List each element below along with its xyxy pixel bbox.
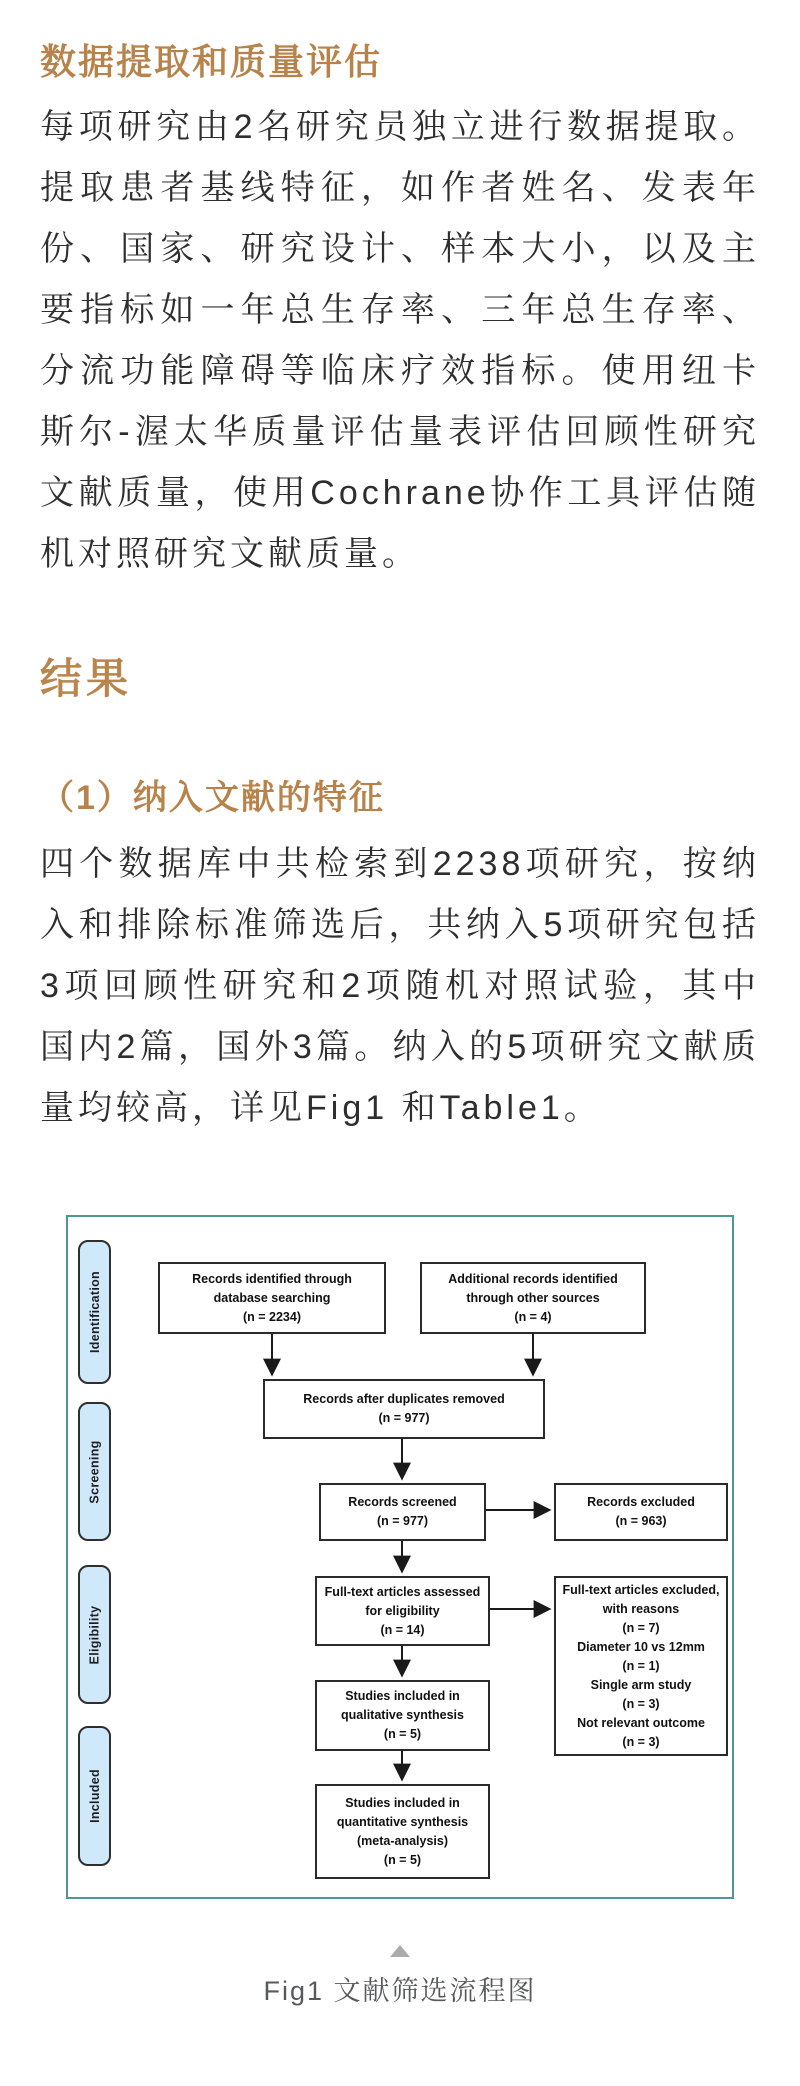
paragraph-results: 四个数据库中共检索到2238项研究，按纳入和排除标准筛选后，共纳入5项研究包括3项回顾性研究和2项随机对照试验，其中国内2篇，国外3篇。纳入的5项研究文献质量均较高，详见Fig1 和Table1。 <box>40 845 760 1127</box>
paragraph-methods: 每项研究由2名研究员独立进行数据提取。提取患者基线特征，如作者姓名、发表年份、国家、研究设计、样本大小，以及主要指标如一年总生存率、三年总生存率、分流功能障碍等临床疗效指标。使用纽卡斯尔-渥太华质量评估量表评估回顾性研究文献质量，使用Cochrane协作工具评估随机对照研究文献质量。 <box>40 108 760 573</box>
triangle-up-icon <box>390 1945 410 1957</box>
figure-caption: Fig1 文献筛选流程图 <box>263 1976 537 2006</box>
flow-box-fulltext-excluded: Full-text articles excluded, with reasons (n = 7) Diameter 10 vs 12mm (n = 1) Single arm study (n = 3) Not relevant outcome (n = 3) <box>554 1576 728 1756</box>
results-heading: 结果 <box>40 657 133 703</box>
article-page <box>0 42 800 2007</box>
flow-box-qualitative-synthesis: Studies included in qualitative synthesis (n = 5) <box>315 1680 490 1751</box>
prisma-figure <box>40 1215 760 2007</box>
prisma-frame <box>66 1215 734 1899</box>
flow-box-fulltext-assessed: Full-text articles assessed for eligibility (n = 14) <box>315 1576 490 1646</box>
flow-box-records-identified: Records identified through database searching (n = 2234) <box>158 1262 386 1334</box>
stage-label-identification: Identification <box>78 1240 111 1384</box>
stage-label-included: Included <box>78 1726 111 1866</box>
flow-box-duplicates-removed: Records after duplicates removed (n = 977) <box>263 1379 545 1439</box>
flow-box-records-screened: Records screened (n = 977) <box>319 1483 486 1541</box>
subsection-heading-included-studies: （1）纳入文献的特征 <box>40 779 385 817</box>
stage-label-screening: Screening <box>78 1402 111 1541</box>
flow-box-records-excluded: Records excluded (n = 963) <box>554 1483 728 1541</box>
flow-box-quantitative-synthesis: Studies included in quantitative synthesis (meta-analysis) (n = 5) <box>315 1784 490 1879</box>
stage-label-eligibility: Eligibility <box>78 1565 111 1704</box>
section-title-data-extraction: 数据提取和质量评估 <box>40 41 383 82</box>
flow-box-additional-records: Additional records identified through other sources (n = 4) <box>420 1262 646 1334</box>
